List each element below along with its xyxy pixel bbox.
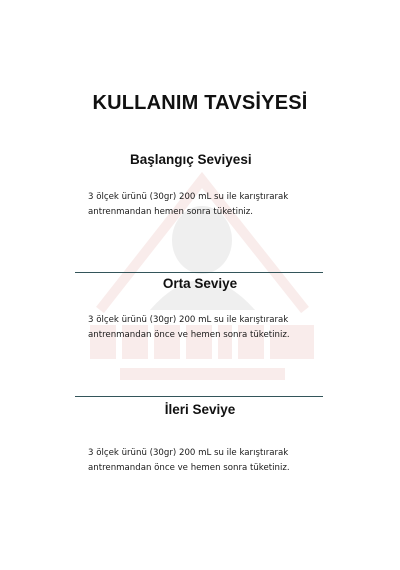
section-text-ileri bbox=[88, 446, 290, 476]
section-heading-baslangic: Başlangıç Seviyesi bbox=[130, 152, 252, 167]
text-line: 3 ölçek ürünü (30gr) 200 mL su ile karıştırarak bbox=[88, 315, 289, 325]
section-heading-ileri: İleri Seviye bbox=[164, 402, 236, 417]
section-divider bbox=[75, 396, 323, 397]
text-line: 3 ölçek ürünü (30gr) 200 mL su ile karıştırarak bbox=[88, 192, 289, 202]
section-divider bbox=[75, 272, 323, 273]
text-line: antrenmandan hemen sonra tüketiniz. bbox=[88, 207, 254, 217]
section-text-baslangic bbox=[88, 190, 288, 220]
text-line: 3 ölçek ürünü (30gr) 200 mL su ile karıştırarak bbox=[88, 448, 289, 458]
page-title: KULLANIM TAVSİYESİ bbox=[92, 92, 308, 114]
section-text-orta bbox=[88, 313, 290, 343]
text-line: antrenmandan önce ve hemen sonra tüketiniz. bbox=[88, 463, 290, 473]
text-line: antrenmandan önce ve hemen sonra tüketiniz. bbox=[88, 330, 290, 340]
section-heading-orta: Orta Seviye bbox=[162, 276, 238, 291]
